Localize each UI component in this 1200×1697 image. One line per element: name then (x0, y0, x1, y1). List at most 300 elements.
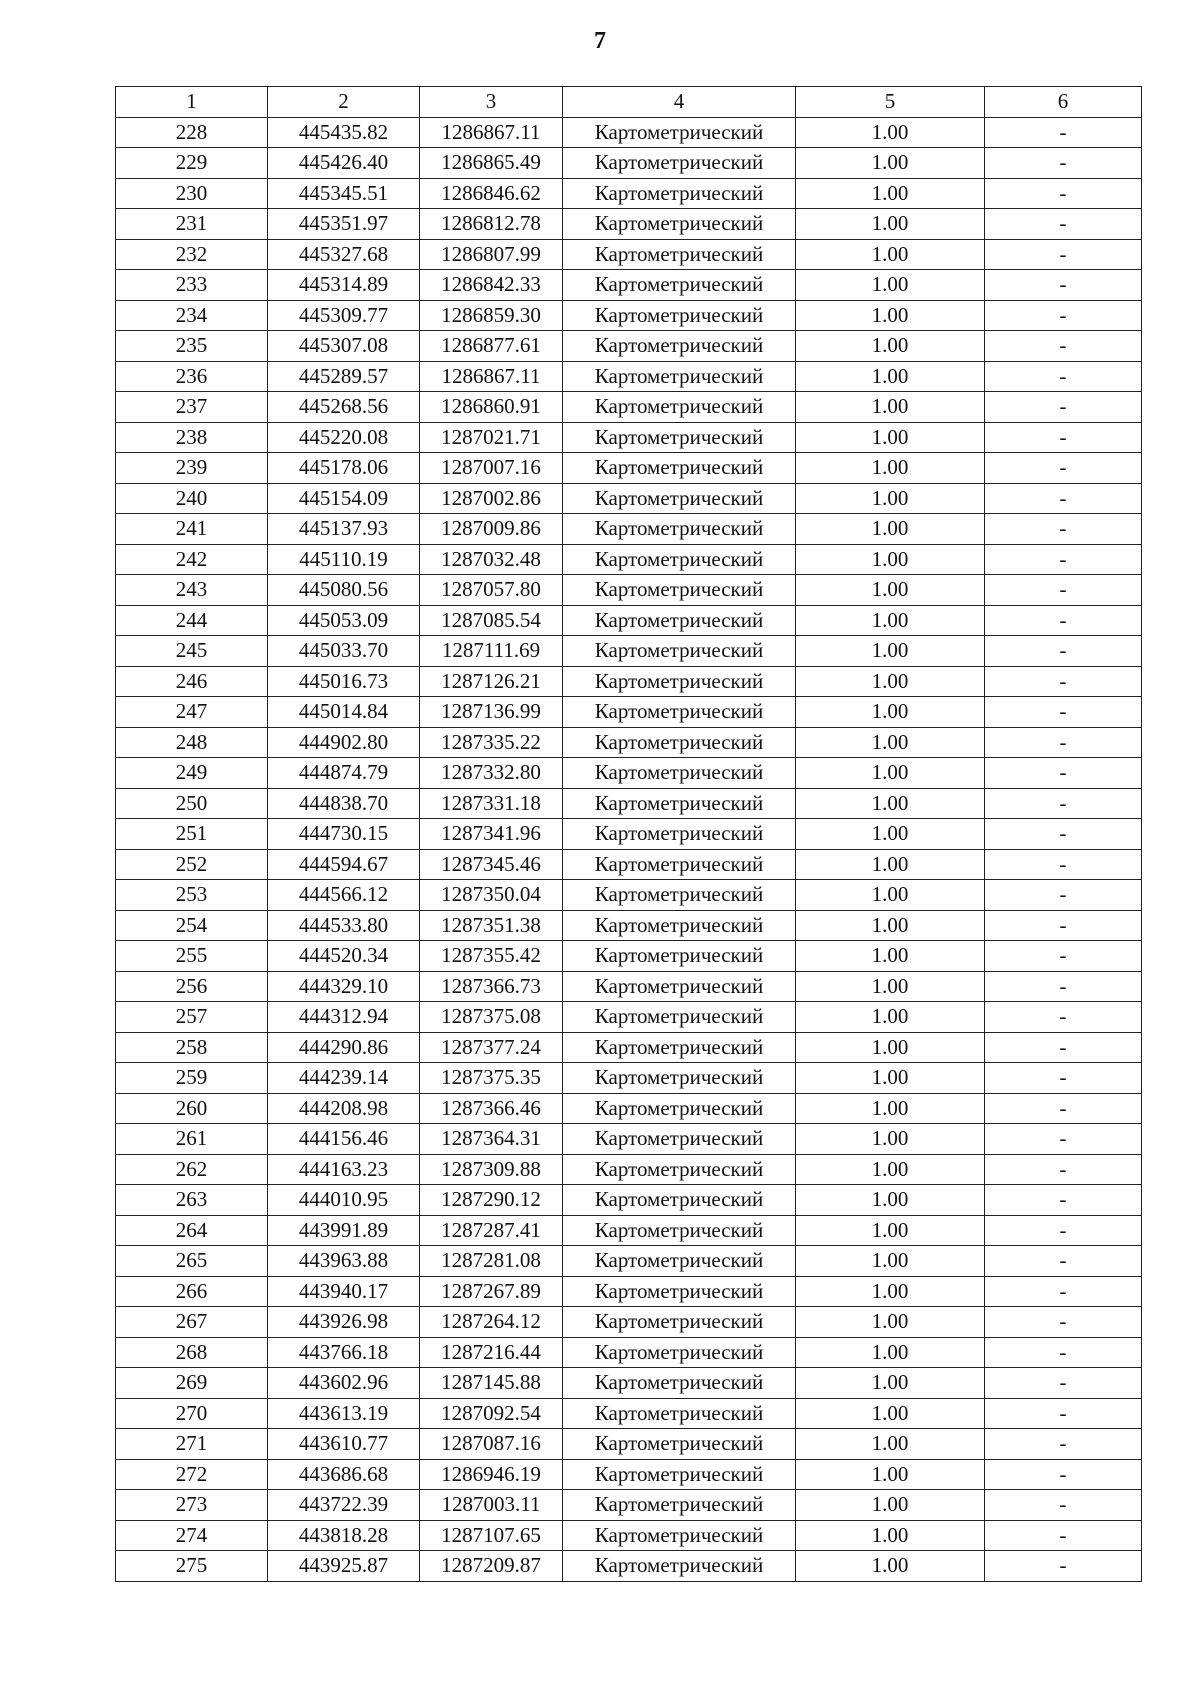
table-cell-col-6: - (985, 819, 1142, 850)
table-row (116, 1490, 1142, 1521)
table-cell-col-2: 444520.34 (268, 941, 420, 972)
table-header (116, 87, 1142, 118)
table-cell-col-3: 1287126.21 (420, 666, 563, 697)
table-cell-col-2: 445289.57 (268, 361, 420, 392)
table-cell-col-6: - (985, 270, 1142, 301)
table-cell-col-6: - (985, 361, 1142, 392)
table-cell-col-4: Картометрический (563, 300, 796, 331)
table-row (116, 971, 1142, 1002)
table-row (116, 636, 1142, 667)
table-cell-col-3: 1286865.49 (420, 148, 563, 179)
table-cell-col-3: 1287335.22 (420, 727, 563, 758)
table-cell-col-4: Картометрический (563, 544, 796, 575)
table-cell-col-3: 1286867.11 (420, 117, 563, 148)
table-cell-col-4: Картометрический (563, 1337, 796, 1368)
table-cell-col-2: 444874.79 (268, 758, 420, 789)
table-cell-col-4: Картометрический (563, 361, 796, 392)
table-cell-col-6: - (985, 1429, 1142, 1460)
table-cell-col-3: 1287111.69 (420, 636, 563, 667)
table-cell-col-3: 1287209.87 (420, 1551, 563, 1582)
column-header-4: 4 (563, 87, 796, 118)
table-cell-col-3: 1286807.99 (420, 239, 563, 270)
table-cell-col-1: 243 (116, 575, 268, 606)
table-cell-col-4: Картометрический (563, 209, 796, 240)
table-cell-col-5: 1.00 (796, 148, 985, 179)
table-cell-col-4: Картометрический (563, 1093, 796, 1124)
table-cell-col-6: - (985, 605, 1142, 636)
table-cell-col-1: 256 (116, 971, 268, 1002)
table-row (116, 1551, 1142, 1582)
table-cell-col-4: Картометрический (563, 1398, 796, 1429)
table-cell-col-4: Картометрический (563, 239, 796, 270)
table-cell-col-6: - (985, 544, 1142, 575)
table-row (116, 239, 1142, 270)
table-cell-col-6: - (985, 178, 1142, 209)
table-cell-col-5: 1.00 (796, 1093, 985, 1124)
table-cell-col-6: - (985, 1337, 1142, 1368)
table-cell-col-1: 254 (116, 910, 268, 941)
table-cell-col-6: - (985, 514, 1142, 545)
table-cell-col-3: 1287092.54 (420, 1398, 563, 1429)
table-cell-col-2: 444329.10 (268, 971, 420, 1002)
table-row (116, 148, 1142, 179)
table-cell-col-1: 250 (116, 788, 268, 819)
table-cell-col-1: 267 (116, 1307, 268, 1338)
table-cell-col-4: Картометрический (563, 483, 796, 514)
table-cell-col-5: 1.00 (796, 1154, 985, 1185)
table-row (116, 483, 1142, 514)
page-number: 7 (594, 28, 606, 54)
table-row (116, 392, 1142, 423)
table-cell-col-3: 1287309.88 (420, 1154, 563, 1185)
table-cell-col-4: Картометрический (563, 1490, 796, 1521)
table-cell-col-5: 1.00 (796, 392, 985, 423)
table-cell-col-5: 1.00 (796, 819, 985, 850)
table-cell-col-4: Картометрический (563, 1459, 796, 1490)
table-cell-col-1: 251 (116, 819, 268, 850)
table-row (116, 117, 1142, 148)
table-cell-col-1: 234 (116, 300, 268, 331)
table-cell-col-2: 444208.98 (268, 1093, 420, 1124)
table-cell-col-1: 238 (116, 422, 268, 453)
table-cell-col-2: 445014.84 (268, 697, 420, 728)
column-header-3: 3 (420, 87, 563, 118)
table-cell-col-3: 1287085.54 (420, 605, 563, 636)
table-cell-col-1: 268 (116, 1337, 268, 1368)
table-cell-col-6: - (985, 117, 1142, 148)
table-cell-col-6: - (985, 1002, 1142, 1033)
table-cell-col-5: 1.00 (796, 697, 985, 728)
table-cell-col-5: 1.00 (796, 636, 985, 667)
table-cell-col-6: - (985, 788, 1142, 819)
table-cell-col-3: 1287087.16 (420, 1429, 563, 1460)
table-cell-col-3: 1287332.80 (420, 758, 563, 789)
table-cell-col-1: 235 (116, 331, 268, 362)
table-cell-col-5: 1.00 (796, 1124, 985, 1155)
table-cell-col-6: - (985, 148, 1142, 179)
table-cell-col-4: Картометрический (563, 849, 796, 880)
table-cell-col-6: - (985, 941, 1142, 972)
table-cell-col-4: Картометрический (563, 453, 796, 484)
table-cell-col-5: 1.00 (796, 849, 985, 880)
table-cell-col-6: - (985, 1246, 1142, 1277)
table-cell-col-2: 443926.98 (268, 1307, 420, 1338)
table-cell-col-1: 255 (116, 941, 268, 972)
table-cell-col-2: 445053.09 (268, 605, 420, 636)
table-row (116, 1154, 1142, 1185)
table-cell-col-1: 231 (116, 209, 268, 240)
table-cell-col-3: 1287345.46 (420, 849, 563, 880)
table-cell-col-1: 247 (116, 697, 268, 728)
table-cell-col-1: 262 (116, 1154, 268, 1185)
table-cell-col-1: 265 (116, 1246, 268, 1277)
table-cell-col-1: 263 (116, 1185, 268, 1216)
table-row (116, 605, 1142, 636)
table-cell-col-5: 1.00 (796, 971, 985, 1002)
column-header-5: 5 (796, 87, 985, 118)
table-cell-col-2: 445033.70 (268, 636, 420, 667)
table-cell-col-2: 445351.97 (268, 209, 420, 240)
table-cell-col-3: 1287377.24 (420, 1032, 563, 1063)
table-row (116, 1429, 1142, 1460)
table-cell-col-4: Картометрический (563, 1124, 796, 1155)
table-cell-col-3: 1287355.42 (420, 941, 563, 972)
table-cell-col-6: - (985, 392, 1142, 423)
table-cell-col-2: 445137.93 (268, 514, 420, 545)
table-cell-col-3: 1287287.41 (420, 1215, 563, 1246)
table-cell-col-2: 445327.68 (268, 239, 420, 270)
table-cell-col-2: 445110.19 (268, 544, 420, 575)
table-cell-col-1: 252 (116, 849, 268, 880)
table-cell-col-3: 1287136.99 (420, 697, 563, 728)
table-cell-col-2: 444290.86 (268, 1032, 420, 1063)
table-cell-col-6: - (985, 239, 1142, 270)
table-cell-col-3: 1287007.16 (420, 453, 563, 484)
table-cell-col-1: 241 (116, 514, 268, 545)
table-cell-col-6: - (985, 1276, 1142, 1307)
table-cell-col-6: - (985, 697, 1142, 728)
table-cell-col-5: 1.00 (796, 544, 985, 575)
table-cell-col-6: - (985, 1307, 1142, 1338)
table-cell-col-5: 1.00 (796, 666, 985, 697)
table-cell-col-5: 1.00 (796, 331, 985, 362)
table-row (116, 1093, 1142, 1124)
table-cell-col-4: Картометрический (563, 148, 796, 179)
table-cell-col-3: 1287264.12 (420, 1307, 563, 1338)
table-cell-col-6: - (985, 1490, 1142, 1521)
table-cell-col-1: 242 (116, 544, 268, 575)
table-cell-col-1: 259 (116, 1063, 268, 1094)
table-row (116, 575, 1142, 606)
table-cell-col-1: 266 (116, 1276, 268, 1307)
table-row (116, 1185, 1142, 1216)
table-cell-col-3: 1287032.48 (420, 544, 563, 575)
table-cell-col-2: 445016.73 (268, 666, 420, 697)
table-cell-col-5: 1.00 (796, 1520, 985, 1551)
table-cell-col-2: 445309.77 (268, 300, 420, 331)
table-cell-col-2: 445307.08 (268, 331, 420, 362)
table-cell-col-4: Картометрический (563, 941, 796, 972)
table-cell-col-6: - (985, 1124, 1142, 1155)
table-cell-col-4: Картометрический (563, 1520, 796, 1551)
table-cell-col-5: 1.00 (796, 1490, 985, 1521)
table-cell-col-5: 1.00 (796, 758, 985, 789)
table-cell-col-6: - (985, 1551, 1142, 1582)
table-cell-col-1: 260 (116, 1093, 268, 1124)
table-cell-col-5: 1.00 (796, 483, 985, 514)
table-cell-col-4: Картометрический (563, 1215, 796, 1246)
table-cell-col-2: 445314.89 (268, 270, 420, 301)
table-cell-col-4: Картометрический (563, 758, 796, 789)
table-row (116, 270, 1142, 301)
table-cell-col-3: 1287281.08 (420, 1246, 563, 1277)
table-cell-col-3: 1287216.44 (420, 1337, 563, 1368)
table-cell-col-6: - (985, 880, 1142, 911)
table-cell-col-6: - (985, 910, 1142, 941)
table-cell-col-3: 1286846.62 (420, 178, 563, 209)
table-cell-col-6: - (985, 331, 1142, 362)
table-cell-col-2: 443610.77 (268, 1429, 420, 1460)
table-cell-col-3: 1286877.61 (420, 331, 563, 362)
table-cell-col-1: 253 (116, 880, 268, 911)
table-row (116, 1398, 1142, 1429)
table-cell-col-5: 1.00 (796, 1063, 985, 1094)
table-cell-col-5: 1.00 (796, 788, 985, 819)
table-cell-col-2: 444156.46 (268, 1124, 420, 1155)
table-row (116, 788, 1142, 819)
table-cell-col-5: 1.00 (796, 1246, 985, 1277)
table-row (116, 849, 1142, 880)
table-cell-col-1: 239 (116, 453, 268, 484)
table-row (116, 178, 1142, 209)
table-row (116, 727, 1142, 758)
table-row (116, 819, 1142, 850)
table-cell-col-3: 1286860.91 (420, 392, 563, 423)
table-cell-col-3: 1287341.96 (420, 819, 563, 850)
table-cell-col-3: 1287375.08 (420, 1002, 563, 1033)
table-cell-col-2: 444312.94 (268, 1002, 420, 1033)
table-cell-col-1: 273 (116, 1490, 268, 1521)
table-cell-col-2: 443766.18 (268, 1337, 420, 1368)
table-cell-col-4: Картометрический (563, 666, 796, 697)
table-cell-col-6: - (985, 666, 1142, 697)
table-cell-col-4: Картометрический (563, 636, 796, 667)
table-cell-col-6: - (985, 1215, 1142, 1246)
table-cell-col-1: 229 (116, 148, 268, 179)
table-cell-col-2: 443613.19 (268, 1398, 420, 1429)
table-cell-col-5: 1.00 (796, 1002, 985, 1033)
table-cell-col-5: 1.00 (796, 941, 985, 972)
table-cell-col-4: Картометрический (563, 392, 796, 423)
table-cell-col-1: 272 (116, 1459, 268, 1490)
table-row (116, 361, 1142, 392)
table-cell-col-1: 275 (116, 1551, 268, 1582)
table-cell-col-3: 1287267.89 (420, 1276, 563, 1307)
table-cell-col-5: 1.00 (796, 1429, 985, 1460)
table-row (116, 1246, 1142, 1277)
table-cell-col-4: Картометрический (563, 697, 796, 728)
table-cell-col-5: 1.00 (796, 453, 985, 484)
table-cell-col-3: 1287107.65 (420, 1520, 563, 1551)
table-cell-col-2: 445220.08 (268, 422, 420, 453)
table-cell-col-4: Картометрический (563, 270, 796, 301)
table-cell-col-2: 444730.15 (268, 819, 420, 850)
table-cell-col-1: 245 (116, 636, 268, 667)
table-cell-col-2: 443963.88 (268, 1246, 420, 1277)
column-header-6: 6 (985, 87, 1142, 118)
table-cell-col-6: - (985, 1520, 1142, 1551)
table-cell-col-3: 1287145.88 (420, 1368, 563, 1399)
table-cell-col-4: Картометрический (563, 331, 796, 362)
table-cell-col-5: 1.00 (796, 1307, 985, 1338)
table-cell-col-4: Картометрический (563, 727, 796, 758)
table-cell-col-2: 445426.40 (268, 148, 420, 179)
table-row (116, 1459, 1142, 1490)
table-cell-col-3: 1287057.80 (420, 575, 563, 606)
table-cell-col-3: 1287366.73 (420, 971, 563, 1002)
table-row (116, 1124, 1142, 1155)
table-cell-col-2: 445435.82 (268, 117, 420, 148)
table-cell-col-5: 1.00 (796, 605, 985, 636)
table-cell-col-2: 444594.67 (268, 849, 420, 880)
table-row (116, 300, 1142, 331)
table-cell-col-6: - (985, 1063, 1142, 1094)
table-cell-col-4: Картометрический (563, 514, 796, 545)
table-cell-col-2: 445268.56 (268, 392, 420, 423)
table-cell-col-4: Картометрический (563, 1002, 796, 1033)
table-cell-col-3: 1286859.30 (420, 300, 563, 331)
table-cell-col-5: 1.00 (796, 239, 985, 270)
table-row (116, 544, 1142, 575)
table-cell-col-4: Картометрический (563, 575, 796, 606)
table-cell-col-2: 443722.39 (268, 1490, 420, 1521)
table-cell-col-2: 443818.28 (268, 1520, 420, 1551)
table-cell-col-3: 1287021.71 (420, 422, 563, 453)
table-cell-col-6: - (985, 453, 1142, 484)
table-cell-col-4: Картометрический (563, 910, 796, 941)
table-cell-col-2: 443991.89 (268, 1215, 420, 1246)
table-cell-col-2: 444163.23 (268, 1154, 420, 1185)
table-cell-col-3: 1287290.12 (420, 1185, 563, 1216)
table-row (116, 453, 1142, 484)
table-row (116, 1520, 1142, 1551)
table-cell-col-6: - (985, 971, 1142, 1002)
table-cell-col-6: - (985, 422, 1142, 453)
table-body (116, 117, 1142, 1581)
table-cell-col-2: 444566.12 (268, 880, 420, 911)
table-cell-col-2: 443686.68 (268, 1459, 420, 1490)
table-cell-col-2: 444902.80 (268, 727, 420, 758)
table-cell-col-5: 1.00 (796, 1551, 985, 1582)
table-cell-col-3: 1286812.78 (420, 209, 563, 240)
table-row (116, 880, 1142, 911)
column-header-2: 2 (268, 87, 420, 118)
table-row (116, 514, 1142, 545)
table-cell-col-4: Картометрический (563, 1063, 796, 1094)
table-cell-col-1: 249 (116, 758, 268, 789)
table-cell-col-2: 444010.95 (268, 1185, 420, 1216)
table-cell-col-5: 1.00 (796, 880, 985, 911)
table-cell-col-5: 1.00 (796, 1459, 985, 1490)
table-cell-col-5: 1.00 (796, 178, 985, 209)
table-cell-col-1: 240 (116, 483, 268, 514)
table-cell-col-4: Картометрический (563, 1185, 796, 1216)
table-cell-col-3: 1287003.11 (420, 1490, 563, 1521)
table-cell-col-1: 261 (116, 1124, 268, 1155)
table-cell-col-4: Картометрический (563, 971, 796, 1002)
table-cell-col-1: 230 (116, 178, 268, 209)
table-cell-col-1: 271 (116, 1429, 268, 1460)
table-cell-col-3: 1286867.11 (420, 361, 563, 392)
table-cell-col-4: Картометрический (563, 880, 796, 911)
table-cell-col-5: 1.00 (796, 1185, 985, 1216)
table-row (116, 422, 1142, 453)
table-cell-col-1: 228 (116, 117, 268, 148)
table-cell-col-3: 1287366.46 (420, 1093, 563, 1124)
table-row (116, 1032, 1142, 1063)
table-cell-col-4: Картометрический (563, 819, 796, 850)
table-cell-col-4: Картометрический (563, 178, 796, 209)
table-cell-col-4: Картометрический (563, 1154, 796, 1185)
table-cell-col-6: - (985, 1093, 1142, 1124)
table-cell-col-1: 269 (116, 1368, 268, 1399)
table-cell-col-2: 444533.80 (268, 910, 420, 941)
table-cell-col-6: - (985, 1032, 1142, 1063)
table-row (116, 1276, 1142, 1307)
table-row (116, 1307, 1142, 1338)
table-cell-col-3: 1286946.19 (420, 1459, 563, 1490)
table-cell-col-2: 444838.70 (268, 788, 420, 819)
table-cell-col-3: 1287364.31 (420, 1124, 563, 1155)
table-cell-col-6: - (985, 1459, 1142, 1490)
table-cell-col-2: 445154.09 (268, 483, 420, 514)
table-cell-col-4: Картометрический (563, 605, 796, 636)
table-cell-col-1: 274 (116, 1520, 268, 1551)
table-cell-col-2: 445178.06 (268, 453, 420, 484)
table-cell-col-4: Картометрический (563, 1246, 796, 1277)
table-cell-col-6: - (985, 1398, 1142, 1429)
table-cell-col-3: 1287350.04 (420, 880, 563, 911)
table-cell-col-6: - (985, 636, 1142, 667)
table-cell-col-4: Картометрический (563, 1368, 796, 1399)
table-row (116, 666, 1142, 697)
table-cell-col-3: 1287331.18 (420, 788, 563, 819)
table-cell-col-5: 1.00 (796, 1398, 985, 1429)
table-row (116, 910, 1142, 941)
table-row (116, 209, 1142, 240)
table-cell-col-5: 1.00 (796, 270, 985, 301)
table-cell-col-5: 1.00 (796, 910, 985, 941)
table-cell-col-1: 246 (116, 666, 268, 697)
table-cell-col-6: - (985, 849, 1142, 880)
table-cell-col-3: 1287351.38 (420, 910, 563, 941)
table-cell-col-1: 258 (116, 1032, 268, 1063)
table-cell-col-5: 1.00 (796, 422, 985, 453)
table-cell-col-3: 1287375.35 (420, 1063, 563, 1094)
table-cell-col-4: Картометрический (563, 1551, 796, 1582)
table-cell-col-2: 443940.17 (268, 1276, 420, 1307)
table-cell-col-4: Картометрический (563, 117, 796, 148)
table-cell-col-1: 257 (116, 1002, 268, 1033)
header-row (116, 87, 1142, 118)
table-cell-col-4: Картометрический (563, 788, 796, 819)
table-cell-col-6: - (985, 209, 1142, 240)
table-cell-col-4: Картометрический (563, 1429, 796, 1460)
table-cell-col-6: - (985, 483, 1142, 514)
table-cell-col-5: 1.00 (796, 209, 985, 240)
table-cell-col-2: 445080.56 (268, 575, 420, 606)
table-cell-col-5: 1.00 (796, 117, 985, 148)
